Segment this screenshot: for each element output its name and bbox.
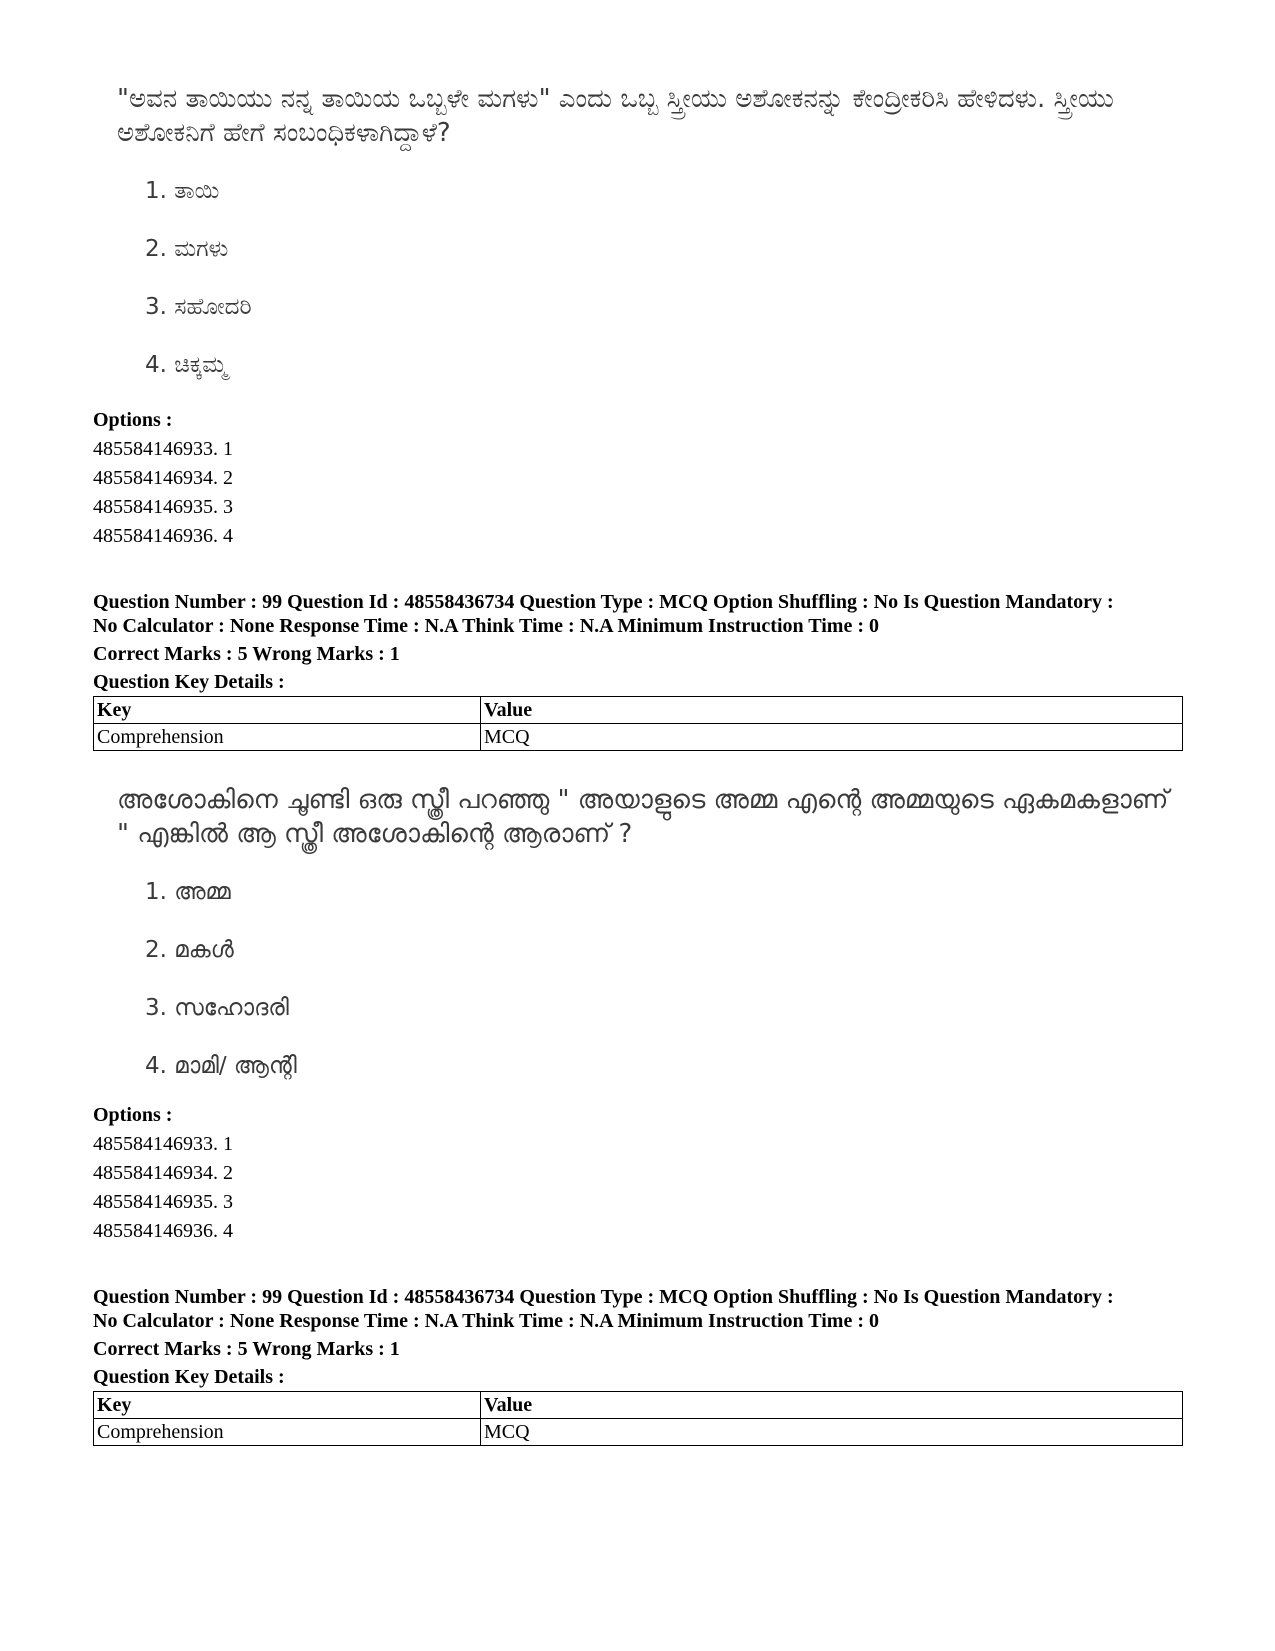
table-header-row	[94, 697, 1183, 724]
marks-line: Correct Marks : 5 Wrong Marks : 1	[93, 643, 400, 665]
meta-line: No Calculator : None Response Time : N.A Think Time : N.A Minimum Instruction Time : 0	[93, 1310, 879, 1332]
table-row	[94, 724, 1183, 751]
option-line: 485584146936. 4	[93, 525, 233, 547]
key-details-table	[93, 1391, 1183, 1446]
choice-item: 2. ಮಗಳು	[145, 236, 229, 262]
table-cell: MCQ	[481, 724, 1183, 751]
options-label: Options :	[93, 409, 173, 431]
choice-item: 4. മാമി/ ആന്റി	[145, 1053, 297, 1079]
meta-line: Question Number : 99 Question Id : 48558436734 Question Type : MCQ Option Shuffling : No Is Question Mandatory :	[93, 1286, 1114, 1308]
choice-item: 1. അമ്മ	[145, 879, 231, 905]
options-label: Options :	[93, 1104, 173, 1126]
table-header-cell: Value	[481, 697, 1183, 724]
choice-item: 3. സഹോദരി	[145, 995, 289, 1021]
table-cell: Comprehension	[94, 724, 481, 751]
choice-item: 2. മകൾ	[145, 937, 234, 963]
table-header-cell: Key	[94, 697, 481, 724]
meta-line: Question Number : 99 Question Id : 48558436734 Question Type : MCQ Option Shuffling : No Is Question Mandatory :	[93, 591, 1114, 613]
meta-line: No Calculator : None Response Time : N.A Think Time : N.A Minimum Instruction Time : 0	[93, 615, 879, 637]
question-kannada	[93, 82, 1183, 394]
table-header-row	[94, 1392, 1183, 1419]
choice-list	[93, 863, 1183, 1095]
options-block	[93, 1101, 233, 1246]
table-header-cell: Key	[94, 1392, 481, 1419]
choice-item: 3. ಸಹೋದರಿ	[145, 294, 252, 320]
question-meta	[93, 1285, 1193, 1446]
key-details-heading: Question Key Details :	[93, 1366, 285, 1388]
marks-line: Correct Marks : 5 Wrong Marks : 1	[93, 1338, 400, 1360]
question-meta	[93, 590, 1193, 751]
question-malayalam	[93, 783, 1183, 1095]
table-cell: Comprehension	[94, 1419, 481, 1446]
question-stem: അശോകിനെ ചൂണ്ടി ഒരു സ്ത്രീ പറഞ്ഞു " അയാളുടെ അമ്മ എന്റെ അമ്മയുടെ ഏകമകളാണ് " എങ്കിൽ ആ സ്ത്രീ അശോകിന്റെ ആരാണ് ?	[117, 785, 1169, 849]
option-line: 485584146934. 2	[93, 1162, 233, 1184]
options-block	[93, 406, 233, 551]
option-line: 485584146934. 2	[93, 467, 233, 489]
choice-list	[93, 162, 1183, 394]
option-line: 485584146933. 1	[93, 438, 233, 460]
key-details-heading: Question Key Details :	[93, 671, 285, 693]
table-cell: MCQ	[481, 1419, 1183, 1446]
question-stem: "ಅವನ ತಾಯಿಯು ನನ್ನ ತಾಯಿಯ ಒಬ್ಬಳೇ ಮಗಳು" ಎಂದು ಒಬ್ಬ ಸ್ತ್ರೀಯು ಅಶೋಕನನ್ನು ಕೇಂದ್ರೀಕರಿಸಿ ಹೇಳಿದಳು. ಸ್ತ್ರೀಯು ಅಶೋಕನಿಗೆ ಹೇಗೆ ಸಂಬಂಧಿಕಳಾಗಿದ್ದಾಳೆ?	[117, 84, 1114, 148]
table-header-cell: Value	[481, 1392, 1183, 1419]
option-line: 485584146935. 3	[93, 1191, 233, 1213]
option-line: 485584146936. 4	[93, 1220, 233, 1242]
choice-item: 1. ತಾಯಿ	[145, 178, 220, 204]
choice-item: 4. ಚಿಕ್ಕಮ್ಮ	[145, 352, 228, 378]
option-line: 485584146933. 1	[93, 1133, 233, 1155]
table-row	[94, 1419, 1183, 1446]
key-details-table	[93, 696, 1183, 751]
option-line: 485584146935. 3	[93, 496, 233, 518]
